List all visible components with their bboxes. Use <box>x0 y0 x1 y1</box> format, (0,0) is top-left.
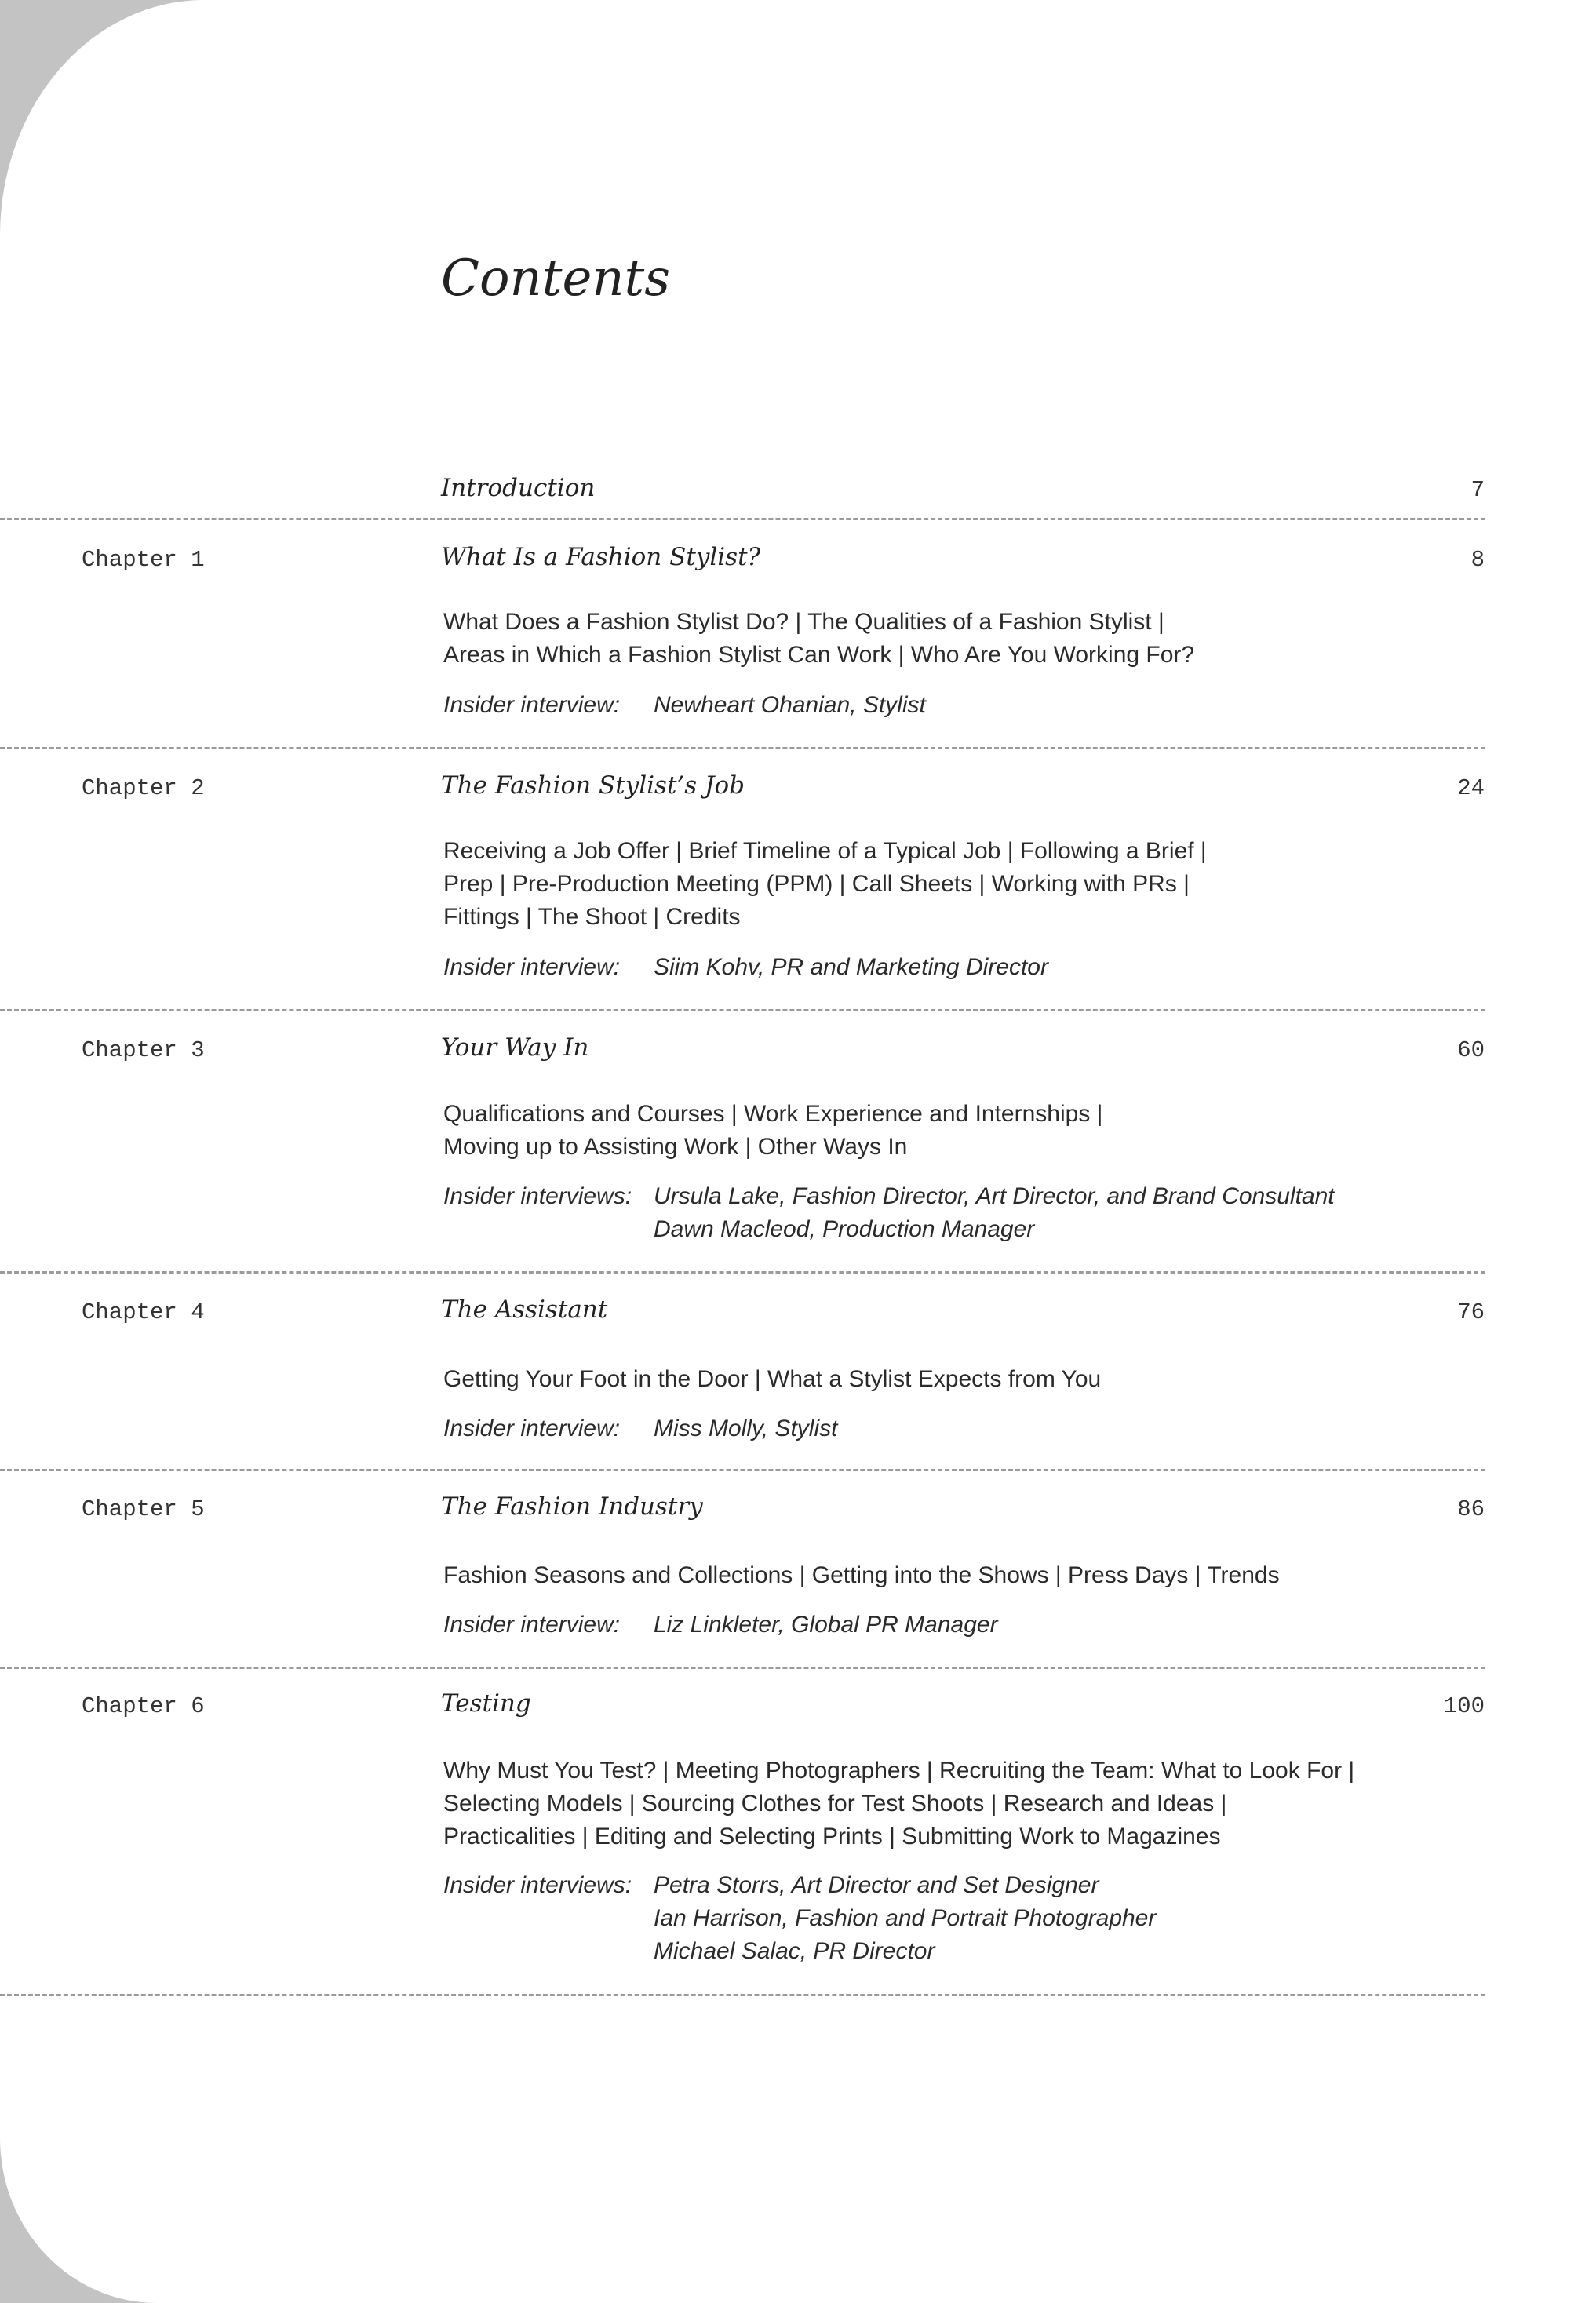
chapter-3-page-number: 60 <box>1457 1037 1485 1063</box>
chapter-3-interviews <box>443 1180 1335 1246</box>
interview-indent <box>443 1902 654 1935</box>
chapter-1-label: Chapter 1 <box>82 547 205 573</box>
chapter-6-interviews <box>443 1869 1156 1968</box>
chapter-3-topics <box>443 1098 1102 1164</box>
divider <box>0 1994 1485 1996</box>
divider <box>0 1009 1485 1011</box>
interview-prefix: Insider interviews: <box>443 1872 632 1898</box>
interview-prefix: Insider interviews: <box>443 1183 632 1209</box>
introduction-heading[interactable]: Introduction <box>441 474 596 502</box>
interview-prefix: Insider interview: <box>443 1612 621 1638</box>
topic-line: Fashion Seasons and Collections | Getting into the Shows | Press Days | Trends <box>443 1562 1280 1588</box>
topic-line: Prep | Pre-Production Meeting (PPM) | Call Sheets | Working with PRs | <box>443 871 1190 897</box>
chapter-1-page-number: 8 <box>1470 547 1485 573</box>
chapter-4-label: Chapter 4 <box>82 1299 205 1325</box>
interviewee: Michael Salac, PR Director <box>654 1938 935 1964</box>
topic-line: What Does a Fashion Stylist Do? | The Qualities of a Fashion Stylist | <box>443 609 1164 635</box>
chapter-2-topics <box>443 835 1207 934</box>
interview-prefix: Insider interview: <box>443 1416 621 1441</box>
chapter-4-heading[interactable]: The Assistant <box>441 1295 608 1324</box>
chapter-4-topics <box>443 1363 1101 1396</box>
chapter-2-label: Chapter 2 <box>82 775 205 801</box>
chapter-2-heading[interactable]: The Fashion Stylist’s Job <box>441 771 745 800</box>
chapter-5-page-number: 86 <box>1457 1496 1485 1522</box>
chapter-6-heading[interactable]: Testing <box>441 1689 531 1718</box>
divider <box>0 1271 1485 1274</box>
divider <box>0 518 1485 520</box>
chapter-6-page-number: 100 <box>1443 1693 1485 1719</box>
divider <box>0 1667 1485 1669</box>
chapter-5-label: Chapter 5 <box>82 1496 205 1522</box>
chapter-4-interviews <box>443 1412 837 1445</box>
chapter-3-heading[interactable]: Your Way In <box>441 1033 589 1062</box>
interviewee: Dawn Macleod, Production Manager <box>654 1216 1035 1242</box>
chapter-6-label: Chapter 6 <box>82 1693 205 1719</box>
divider <box>0 747 1485 749</box>
chapter-5-topics <box>443 1559 1280 1592</box>
topic-line: Receiving a Job Offer | Brief Timeline of a Typical Job | Following a Brief | <box>443 838 1207 864</box>
interview-indent <box>443 1935 654 1968</box>
interviewee: Miss Molly, Stylist <box>654 1416 838 1441</box>
chapter-2-interviews <box>443 951 1048 984</box>
topic-line: Why Must You Test? | Meeting Photographers | Recruiting the Team: What to Look For | <box>443 1758 1355 1784</box>
interviewee: Petra Storrs, Art Director and Set Designer <box>654 1872 1099 1898</box>
topic-line: Qualifications and Courses | Work Experience and Internships | <box>443 1101 1103 1127</box>
chapter-5-heading[interactable]: The Fashion Industry <box>441 1492 703 1521</box>
chapter-6-topics <box>443 1755 1354 1853</box>
topic-line: Fittings | The Shoot | Credits <box>443 904 741 930</box>
interviewee: Ian Harrison, Fashion and Portrait Photographer <box>654 1905 1157 1931</box>
topic-line: Selecting Models | Sourcing Clothes for Test Shoots | Research and Ideas | <box>443 1791 1227 1817</box>
chapter-1-topics <box>443 606 1194 672</box>
topic-line: Moving up to Assisting Work | Other Ways In <box>443 1134 908 1160</box>
chapter-5-interviews <box>443 1609 998 1642</box>
topic-line: Areas in Which a Fashion Stylist Can Work | Who Are You Working For? <box>443 642 1195 668</box>
interview-indent <box>443 1213 654 1246</box>
introduction-page-number: 7 <box>1470 477 1485 503</box>
interviewee: Newheart Ohanian, Stylist <box>654 692 926 718</box>
interview-prefix: Insider interview: <box>443 954 621 980</box>
topic-line: Getting Your Foot in the Door | What a Stylist Expects from You <box>443 1366 1102 1392</box>
page-title: Contents <box>441 250 671 308</box>
chapter-4-page-number: 76 <box>1457 1299 1485 1325</box>
chapter-3-label: Chapter 3 <box>82 1037 205 1063</box>
chapter-2-page-number: 24 <box>1457 775 1485 801</box>
divider <box>0 1469 1485 1471</box>
chapter-1-interviews <box>443 689 926 722</box>
chapter-1-heading[interactable]: What Is a Fashion Stylist? <box>441 543 761 571</box>
interview-prefix: Insider interview: <box>443 692 621 718</box>
interviewee: Siim Kohv, PR and Marketing Director <box>654 954 1048 980</box>
topic-line: Practicalities | Editing and Selecting Prints | Submitting Work to Magazines <box>443 1824 1221 1849</box>
interviewee: Ursula Lake, Fashion Director, Art Director, and Brand Consultant <box>654 1183 1335 1209</box>
interviewee: Liz Linkleter, Global PR Manager <box>654 1612 998 1638</box>
